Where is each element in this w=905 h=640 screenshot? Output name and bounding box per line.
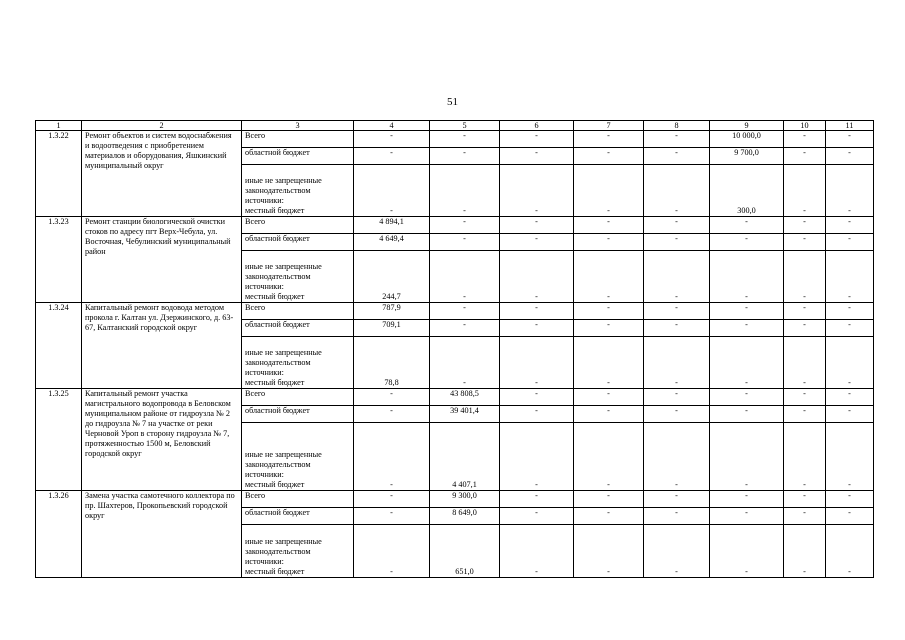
row-label-other bbox=[242, 525, 354, 578]
value-cell: - bbox=[826, 131, 874, 148]
value-cell: - bbox=[354, 148, 430, 165]
row-label-total: Всего bbox=[242, 491, 354, 508]
value-cell: - bbox=[644, 337, 710, 389]
item-name: Замена участка самотечного коллектора по пр. Шахтеров, Прокопьевский городской округ bbox=[82, 491, 242, 578]
value-cell: - bbox=[574, 303, 644, 320]
table-row bbox=[36, 217, 874, 234]
page-number: 51 bbox=[447, 96, 458, 108]
value-cell: - bbox=[644, 131, 710, 148]
value-cell: - bbox=[784, 508, 826, 525]
value-cell: - bbox=[354, 423, 430, 491]
column-header: 11 bbox=[826, 121, 874, 131]
value-cell: 9 700,0 bbox=[710, 148, 784, 165]
value-cell: - bbox=[354, 491, 430, 508]
value-cell: - bbox=[784, 491, 826, 508]
value-cell: - bbox=[784, 165, 826, 217]
item-code: 1.3.24 bbox=[36, 303, 82, 389]
value-cell: - bbox=[826, 148, 874, 165]
value-cell: - bbox=[574, 148, 644, 165]
value-cell: - bbox=[784, 217, 826, 234]
value-cell: - bbox=[430, 320, 500, 337]
value-cell: - bbox=[710, 217, 784, 234]
column-header-row bbox=[36, 121, 874, 131]
value-cell: - bbox=[574, 320, 644, 337]
row-label-local: местный бюджет bbox=[245, 480, 305, 489]
value-cell: - bbox=[784, 337, 826, 389]
row-label-regional: областной бюджет bbox=[242, 234, 354, 251]
value-cell: 9 300,0 bbox=[430, 491, 500, 508]
value-cell: 651,0 bbox=[430, 525, 500, 578]
value-cell: 4 894,1 bbox=[354, 217, 430, 234]
value-cell: 43 808,5 bbox=[430, 389, 500, 406]
column-header: 2 bbox=[82, 121, 242, 131]
value-cell: - bbox=[430, 251, 500, 303]
value-cell: - bbox=[574, 423, 644, 491]
value-cell: - bbox=[574, 131, 644, 148]
table-row bbox=[36, 131, 874, 148]
value-cell: 787,9 bbox=[354, 303, 430, 320]
value-cell: - bbox=[500, 525, 574, 578]
row-label-total: Всего bbox=[242, 389, 354, 406]
column-header: 1 bbox=[36, 121, 82, 131]
column-header: 5 bbox=[430, 121, 500, 131]
value-cell: - bbox=[574, 491, 644, 508]
value-cell: - bbox=[500, 320, 574, 337]
value-cell: - bbox=[826, 406, 874, 423]
value-cell: - bbox=[574, 217, 644, 234]
value-cell: - bbox=[430, 337, 500, 389]
row-label-other-text: иные не запрещенные законодательством источники: bbox=[245, 176, 322, 205]
value-cell: - bbox=[826, 508, 874, 525]
value-cell: - bbox=[354, 389, 430, 406]
value-cell: - bbox=[500, 165, 574, 217]
value-cell: - bbox=[430, 148, 500, 165]
value-cell: 709,1 bbox=[354, 320, 430, 337]
value-cell: - bbox=[826, 320, 874, 337]
row-label-other-text: иные не запрещенные законодательством источники: bbox=[245, 348, 322, 377]
value-cell: - bbox=[644, 491, 710, 508]
item-name: Ремонт станции биологической очистки стоков по адресу пгт Верх-Чебула, ул. Восточная, Чебулинский муниципальный район bbox=[82, 217, 242, 303]
value-cell: - bbox=[430, 165, 500, 217]
value-cell: 4 407,1 bbox=[430, 423, 500, 491]
value-cell: 300,0 bbox=[710, 165, 784, 217]
value-cell: - bbox=[354, 525, 430, 578]
value-cell: - bbox=[784, 303, 826, 320]
value-cell: - bbox=[430, 131, 500, 148]
column-header: 3 bbox=[242, 121, 354, 131]
row-label-total: Всего bbox=[242, 131, 354, 148]
row-label-other bbox=[242, 423, 354, 491]
row-label-other-text: иные не запрещенные законодательством источники: bbox=[245, 537, 322, 566]
value-cell: - bbox=[644, 165, 710, 217]
value-cell: - bbox=[644, 423, 710, 491]
row-label-local: местный бюджет bbox=[245, 206, 305, 215]
column-header: 6 bbox=[500, 121, 574, 131]
value-cell: - bbox=[500, 406, 574, 423]
value-cell: - bbox=[574, 165, 644, 217]
value-cell: - bbox=[500, 303, 574, 320]
column-header: 9 bbox=[710, 121, 784, 131]
row-label-regional: областной бюджет bbox=[242, 320, 354, 337]
value-cell: - bbox=[574, 525, 644, 578]
budget-table bbox=[35, 120, 874, 578]
value-cell: 10 000,0 bbox=[710, 131, 784, 148]
column-header: 7 bbox=[574, 121, 644, 131]
table-row bbox=[36, 303, 874, 320]
value-cell: - bbox=[826, 303, 874, 320]
value-cell: - bbox=[500, 389, 574, 406]
value-cell: - bbox=[710, 423, 784, 491]
row-label-other-text: иные не запрещенные законодательством источники: bbox=[245, 262, 322, 291]
value-cell: - bbox=[710, 337, 784, 389]
value-cell: 78,8 bbox=[354, 337, 430, 389]
item-code: 1.3.22 bbox=[36, 131, 82, 217]
value-cell: - bbox=[574, 251, 644, 303]
value-cell: - bbox=[784, 525, 826, 578]
value-cell: - bbox=[644, 251, 710, 303]
value-cell: - bbox=[354, 165, 430, 217]
row-label-local: местный бюджет bbox=[245, 567, 305, 576]
row-label-total: Всего bbox=[242, 303, 354, 320]
value-cell: - bbox=[784, 389, 826, 406]
value-cell: - bbox=[710, 320, 784, 337]
value-cell: - bbox=[826, 525, 874, 578]
item-code: 1.3.23 bbox=[36, 217, 82, 303]
value-cell: - bbox=[644, 389, 710, 406]
value-cell: - bbox=[826, 217, 874, 234]
value-cell: - bbox=[500, 131, 574, 148]
row-label-other-text: иные не запрещенные законодательством источники: bbox=[245, 450, 322, 479]
value-cell: 4 649,4 bbox=[354, 234, 430, 251]
value-cell: - bbox=[710, 525, 784, 578]
value-cell: - bbox=[500, 217, 574, 234]
value-cell: - bbox=[710, 389, 784, 406]
row-label-local: местный бюджет bbox=[245, 292, 305, 301]
value-cell: - bbox=[710, 303, 784, 320]
value-cell: 8 649,0 bbox=[430, 508, 500, 525]
value-cell: - bbox=[500, 251, 574, 303]
value-cell: - bbox=[710, 251, 784, 303]
row-label-regional: областной бюджет bbox=[242, 406, 354, 423]
value-cell: - bbox=[784, 131, 826, 148]
row-label-other bbox=[242, 165, 354, 217]
value-cell: - bbox=[644, 217, 710, 234]
value-cell: - bbox=[430, 234, 500, 251]
value-cell: - bbox=[826, 337, 874, 389]
value-cell: - bbox=[354, 508, 430, 525]
column-header: 10 bbox=[784, 121, 826, 131]
item-name: Ремонт объектов и систем водоснабжения и водоотведения с приобретением материалов и оборудования, Яшкинский муниципальный округ bbox=[82, 131, 242, 217]
value-cell: - bbox=[826, 491, 874, 508]
table-row bbox=[36, 389, 874, 406]
value-cell: - bbox=[784, 423, 826, 491]
column-header: 8 bbox=[644, 121, 710, 131]
value-cell: - bbox=[826, 165, 874, 217]
value-cell: - bbox=[354, 406, 430, 423]
value-cell: - bbox=[826, 234, 874, 251]
value-cell: - bbox=[784, 320, 826, 337]
value-cell: - bbox=[710, 508, 784, 525]
row-label-other bbox=[242, 337, 354, 389]
row-label-total: Всего bbox=[242, 217, 354, 234]
value-cell: - bbox=[826, 251, 874, 303]
value-cell: - bbox=[644, 234, 710, 251]
item-name: Капитальный ремонт водовода методом прокола г. Калтан ул. Дзержинского, д. 63-67, Калтанский городской округ bbox=[82, 303, 242, 389]
value-cell: - bbox=[574, 389, 644, 406]
value-cell: - bbox=[644, 508, 710, 525]
value-cell: - bbox=[826, 423, 874, 491]
value-cell: - bbox=[644, 148, 710, 165]
row-label-regional: областной бюджет bbox=[242, 148, 354, 165]
column-header: 4 bbox=[354, 121, 430, 131]
value-cell: - bbox=[500, 234, 574, 251]
value-cell: - bbox=[430, 217, 500, 234]
value-cell: - bbox=[500, 491, 574, 508]
value-cell: - bbox=[784, 148, 826, 165]
value-cell: - bbox=[500, 148, 574, 165]
value-cell: - bbox=[784, 406, 826, 423]
value-cell: - bbox=[644, 406, 710, 423]
item-code: 1.3.25 bbox=[36, 389, 82, 491]
value-cell: - bbox=[644, 525, 710, 578]
item-name: Капитальный ремонт участка магистрального водопровода в Беловском муниципальном районе от гидроузла № 2 до гидроузла № 7 на участке от реки Черновой Уроп в сторону гидроузла № 7, протяженностью 1500 м, Беловский городской округ bbox=[82, 389, 242, 491]
value-cell: 39 401,4 bbox=[430, 406, 500, 423]
value-cell: - bbox=[644, 303, 710, 320]
value-cell: - bbox=[784, 251, 826, 303]
value-cell: - bbox=[574, 337, 644, 389]
value-cell: - bbox=[574, 234, 644, 251]
row-label-regional: областной бюджет bbox=[242, 508, 354, 525]
value-cell: - bbox=[574, 508, 644, 525]
value-cell: - bbox=[500, 423, 574, 491]
value-cell: - bbox=[644, 320, 710, 337]
value-cell: - bbox=[500, 508, 574, 525]
value-cell: - bbox=[354, 131, 430, 148]
item-code: 1.3.26 bbox=[36, 491, 82, 578]
value-cell: - bbox=[430, 303, 500, 320]
value-cell: - bbox=[574, 406, 644, 423]
row-label-local: местный бюджет bbox=[245, 378, 305, 387]
value-cell: - bbox=[710, 406, 784, 423]
value-cell: - bbox=[826, 389, 874, 406]
table-row bbox=[36, 491, 874, 508]
value-cell: - bbox=[500, 337, 574, 389]
row-label-other bbox=[242, 251, 354, 303]
value-cell: - bbox=[710, 234, 784, 251]
value-cell: - bbox=[710, 491, 784, 508]
value-cell: - bbox=[784, 234, 826, 251]
value-cell: 244,7 bbox=[354, 251, 430, 303]
